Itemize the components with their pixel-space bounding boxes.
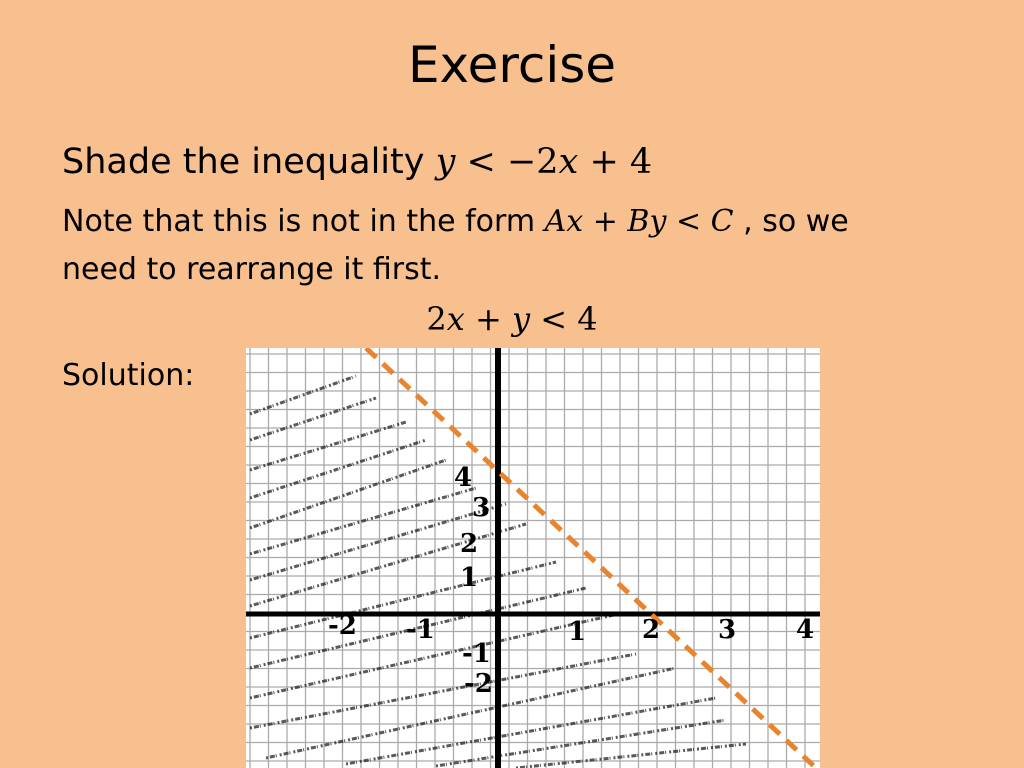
math-op: + (583, 204, 628, 239)
inequality-expression (436, 142, 653, 182)
hatch-stroke (250, 524, 526, 606)
solution-graph (246, 348, 820, 768)
math-var: y (435, 142, 456, 182)
y-tick-label: 4 (454, 463, 473, 493)
x-tick-label: 1 (568, 617, 587, 647)
math-var: y (511, 300, 531, 338)
math-op: + 4 (578, 142, 653, 182)
math-var: x (446, 300, 465, 338)
math-coef: 2 (426, 300, 447, 338)
x-tick-label: -1 (406, 615, 435, 645)
math-op: + (464, 300, 512, 338)
note-line-2: need to rearrange it first. (62, 252, 442, 287)
grid-lines (246, 348, 820, 768)
hatch-stroke (250, 562, 556, 638)
x-tick-label: 3 (718, 615, 737, 645)
hatch-stroke (250, 376, 356, 414)
hatch-stroke (250, 654, 636, 728)
solution-label: Solution: (62, 358, 195, 393)
math-op: < (666, 204, 711, 239)
hatch-stroke (250, 440, 426, 498)
instruction-line (62, 136, 652, 188)
rearranged-equation (0, 297, 1024, 341)
math-op: < 4 (530, 300, 598, 338)
x-tick-label: 4 (796, 615, 815, 645)
hatch-stroke (516, 744, 746, 768)
math-term: By (627, 204, 667, 239)
math-var: x (558, 142, 579, 182)
slide-title: Exercise (407, 36, 617, 94)
note-text: Note that this is not in the form (62, 204, 536, 239)
instruction-text: Shade the inequality (62, 142, 425, 182)
math-op: < −2 (455, 142, 559, 182)
math-term: Ax (544, 204, 584, 239)
y-tick-label: -2 (464, 669, 493, 699)
y-tick-label: 3 (472, 493, 491, 523)
y-tick-label: 2 (460, 529, 479, 559)
y-tick-label: -1 (462, 639, 491, 669)
x-tick-label: -2 (328, 611, 357, 641)
standard-form-expression (545, 204, 744, 239)
math-term: C (710, 204, 734, 239)
coordinate-grid (246, 348, 820, 768)
x-tick-label: 2 (642, 615, 661, 645)
y-tick-label: 1 (460, 563, 479, 593)
note-suffix: , so we (743, 204, 849, 239)
note-line (62, 200, 849, 244)
